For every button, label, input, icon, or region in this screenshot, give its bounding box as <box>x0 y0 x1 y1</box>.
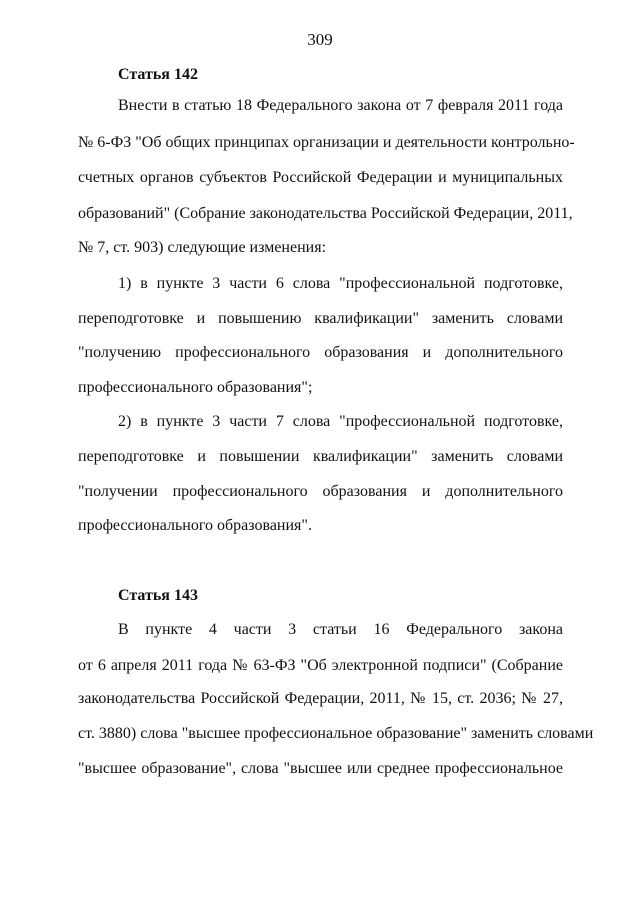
text-line: счетных органов субъектов Российской Федерации и муниципальных <box>78 169 563 186</box>
text-line: "получении профессионального образования и дополнительного <box>78 483 563 500</box>
text-line: законодательства Российской Федерации, 2011, № 15, ст. 2036; № 27, <box>78 690 563 707</box>
text-line: ст. 3880) слова "высшее профессиональное образование" заменить словами <box>78 725 594 742</box>
text-line: 2) в пункте 3 части 7 слова "профессиональной подготовке, <box>118 413 563 430</box>
text-line: профессионального образования". <box>78 517 312 534</box>
text-line: "высшее образование", слова "высшее или среднее профессиональное <box>78 760 563 777</box>
text-line: профессионального образования"; <box>78 379 313 396</box>
text-line: 1) в пункте 3 части 6 слова "профессиональной подготовке, <box>118 275 563 292</box>
text-line: "получению профессионального образования и дополнительного <box>78 344 563 361</box>
text-line: № 6-ФЗ "Об общих принципах организации и деятельности контрольно- <box>78 134 575 151</box>
text-line: от 6 апреля 2011 года № 63-ФЗ "Об электронной подписи" (Собрание <box>78 657 563 674</box>
text-line: переподготовке и повышении квалификации" заменить словами <box>78 448 563 465</box>
text-line: № 7, ст. 903) следующие изменения: <box>78 239 327 256</box>
article-heading: Статья 143 <box>118 587 198 604</box>
page-number: 309 <box>307 30 333 49</box>
article-heading: Статья 142 <box>118 66 198 83</box>
text-line: переподготовке и повышению квалификации" заменить словами <box>78 310 563 327</box>
text-line: В пункте 4 части 3 статьи 16 Федерального закона <box>118 621 563 638</box>
text-line: образований" (Собрание законодательства Российской Федерации, 2011, <box>78 205 573 222</box>
text-line: Внести в статью 18 Федерального закона от 7 февраля 2011 года <box>118 97 563 114</box>
